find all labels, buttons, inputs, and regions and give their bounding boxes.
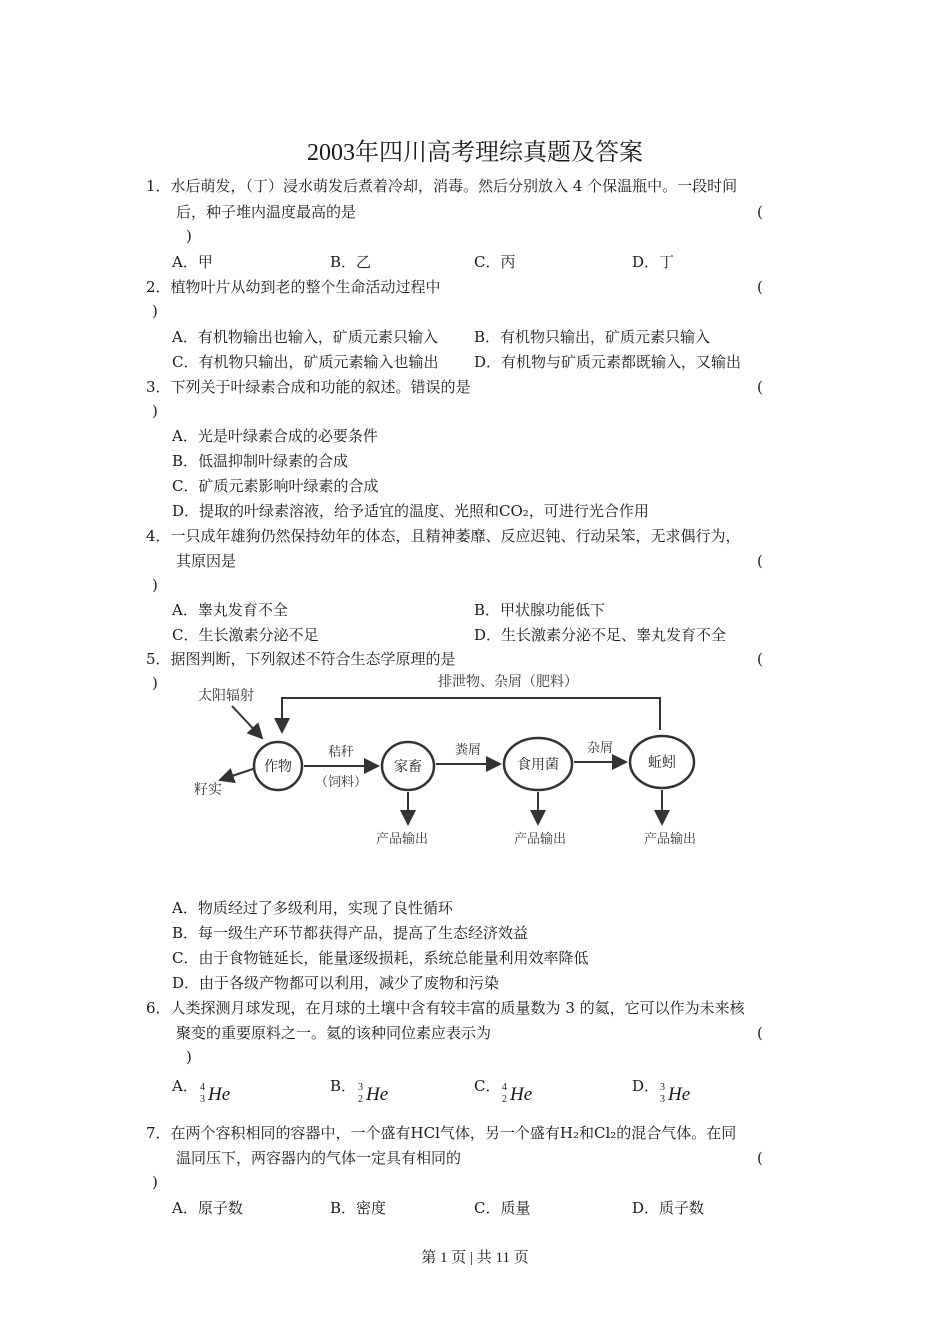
- q5-option-d: D．由于各级产物都可以利用，减少了废物和污染: [172, 974, 500, 992]
- q1-answer-paren-open: (: [757, 203, 763, 221]
- q4-stem-line2: 其原因是: [176, 552, 237, 570]
- q6-option-c-atomic: 2: [502, 1094, 507, 1105]
- q6-option-a-isotope: [200, 1082, 240, 1110]
- q6-stem-line2: 聚变的重要原料之一。氦的该种同位素应表示为: [176, 1024, 492, 1042]
- q6-option-c-isotope: [502, 1082, 542, 1110]
- q1-answer-paren-close: ): [186, 227, 192, 245]
- q1-stem-line2: 后，种子堆内温度最高的是: [176, 203, 357, 221]
- q3-option-a: A．光是叶绿素合成的必要条件: [172, 427, 378, 445]
- ecosystem-diagram: [180, 668, 740, 858]
- q3-option-d: D．提取的叶绿素溶液，给予适宜的温度、光照和CO₂，可进行光合作用: [172, 502, 649, 520]
- q5-stem-line1: 5．据图判断，下列叙述不符合生态学原理的是: [146, 650, 456, 668]
- page-title: 2003年四川高考理综真题及答案: [307, 140, 643, 166]
- q7-option-c: C．质量: [474, 1199, 531, 1217]
- q6-option-d-symbol: He: [668, 1084, 691, 1105]
- q6-option-d-atomic: 3: [660, 1094, 665, 1105]
- q6-option-a-atomic: 3: [200, 1094, 205, 1105]
- q4-option-d: D．生长激素分泌不足、睾丸发育不全: [474, 626, 727, 644]
- q6-answer-paren-open: (: [757, 1024, 763, 1042]
- q3-option-b: B．低温抑制叶绿素的合成: [172, 452, 349, 470]
- q6-option-a-symbol: He: [208, 1084, 231, 1105]
- q2-answer-paren-open: (: [757, 278, 763, 296]
- q4-answer-paren-open: (: [757, 552, 763, 570]
- q2-option-c: C．有机物只输出，矿质元素输入也输出: [172, 353, 439, 371]
- node-livestock-label: 家畜: [394, 759, 422, 775]
- q6-option-d-isotope: [660, 1082, 700, 1110]
- node-earthworm-label: 蚯蚓: [648, 755, 676, 771]
- edge1-label-line1: 秸秆: [327, 745, 355, 760]
- q1-option-b: B．乙: [330, 253, 372, 271]
- q2-option-d: D．有机物与矿质元素都既输入，又输出: [474, 353, 742, 371]
- q6-option-d-mass: 3: [660, 1082, 665, 1093]
- feedback-arrow: [282, 698, 660, 732]
- feedback-label: 排泄物、杂屑（肥料）: [438, 674, 578, 690]
- q1-option-c: C．丙: [474, 253, 516, 271]
- q7-answer-paren-close: ): [152, 1173, 158, 1191]
- q4-option-a: A．睾丸发育不全: [172, 601, 288, 619]
- page-footer: 第 1 页 | 共 11 页: [421, 1250, 529, 1266]
- edge2-label: 粪屑: [454, 743, 482, 758]
- q6-stem-line1: 6．人类探测月球发现，在月球的土壤中含有较丰富的质量数为 3 的氦，它可以作为未来核: [146, 999, 745, 1017]
- output-label-livestock: 产品输出: [375, 832, 429, 847]
- output-label-mushroom: 产品输出: [513, 832, 567, 847]
- q6-option-c-letter: C．: [474, 1077, 501, 1095]
- q5-answer-paren-close: ): [152, 674, 158, 692]
- q3-option-c: C．矿质元素影响叶绿素的合成: [172, 477, 379, 495]
- q5-answer-paren-open: (: [757, 650, 763, 668]
- q6-option-a-mass: 4: [200, 1082, 205, 1093]
- q7-option-d: D．质子数: [632, 1199, 705, 1217]
- q3-answer-paren-open: (: [757, 378, 763, 396]
- q5-option-c: C．由于食物链延长，能量逐级损耗，系统总能量利用效率降低: [172, 949, 589, 967]
- q5-option-b: B．每一级生产环节都获得产品，提高了生态经济效益: [172, 924, 529, 942]
- q1-option-a: A．甲: [172, 253, 213, 271]
- edge1-label-line2: （饲料）: [314, 775, 368, 790]
- q4-option-c: C．生长激素分泌不足: [172, 626, 319, 644]
- q3-stem-line1: 3．下列关于叶绿素合成和功能的叙述。错误的是: [146, 378, 471, 396]
- q4-option-b: B．甲状腺功能低下: [474, 601, 606, 619]
- q6-option-b-symbol: He: [366, 1084, 389, 1105]
- sun-label: 太阳辐射: [198, 688, 254, 704]
- q7-option-b: B．密度: [330, 1199, 387, 1217]
- q7-stem-line1: 7．在两个容积相同的容器中，一个盛有HCl气体，另一个盛有H₂和Cl₂的混合气体。在同: [146, 1124, 737, 1142]
- q2-answer-paren-close: ): [152, 302, 158, 320]
- q6-option-b-mass: 3: [358, 1082, 363, 1093]
- grain-label: 籽实: [194, 782, 222, 798]
- node-crops-label: 作物: [264, 759, 292, 775]
- output-label-earthworm: 产品输出: [643, 832, 697, 847]
- q2-option-b: B．有机物只输出，矿质元素只输入: [474, 328, 711, 346]
- q6-answer-paren-close: ): [186, 1048, 192, 1066]
- q4-stem-line1: 4．一只成年雄狗仍然保持幼年的体态，且精神萎靡、反应迟钝、行动呆笨，无求偶行为，: [146, 527, 741, 545]
- sun-arrow: [232, 706, 262, 738]
- q6-option-a-letter: A．: [172, 1077, 198, 1095]
- node-mushroom-label: 食用菌: [517, 757, 559, 773]
- edge3-label: 杂屑: [586, 741, 614, 756]
- q6-option-b-atomic: 2: [358, 1094, 363, 1105]
- q6-option-c-mass: 4: [502, 1082, 507, 1093]
- q6-option-b-isotope: [358, 1082, 398, 1110]
- q7-answer-paren-open: (: [757, 1149, 763, 1167]
- q1-stem-line1: 1．水后萌发，（丁）浸水萌发后煮着冷却，消毒。然后分别放入 4 个保温瓶中。一段时间: [146, 177, 738, 195]
- grain-arrow: [220, 768, 256, 780]
- q6-option-c-symbol: He: [510, 1084, 533, 1105]
- q3-answer-paren-close: ): [152, 402, 158, 420]
- q7-stem-line2: 温同压下，两容器内的气体一定具有相同的: [176, 1149, 462, 1167]
- q6-option-d-letter: D．: [632, 1077, 660, 1095]
- q5-option-a: A．物质经过了多级利用，实现了良性循环: [172, 899, 453, 917]
- q2-option-a: A．有机物输出也输入，矿质元素只输入: [172, 328, 438, 346]
- q2-stem-line1: 2．植物叶片从幼到老的整个生命活动过程中: [146, 278, 441, 296]
- q4-answer-paren-close: ): [152, 576, 158, 594]
- q1-option-d: D．丁: [632, 253, 675, 271]
- q6-option-b-letter: B．: [330, 1077, 357, 1095]
- q7-option-a: A．原子数: [172, 1199, 243, 1217]
